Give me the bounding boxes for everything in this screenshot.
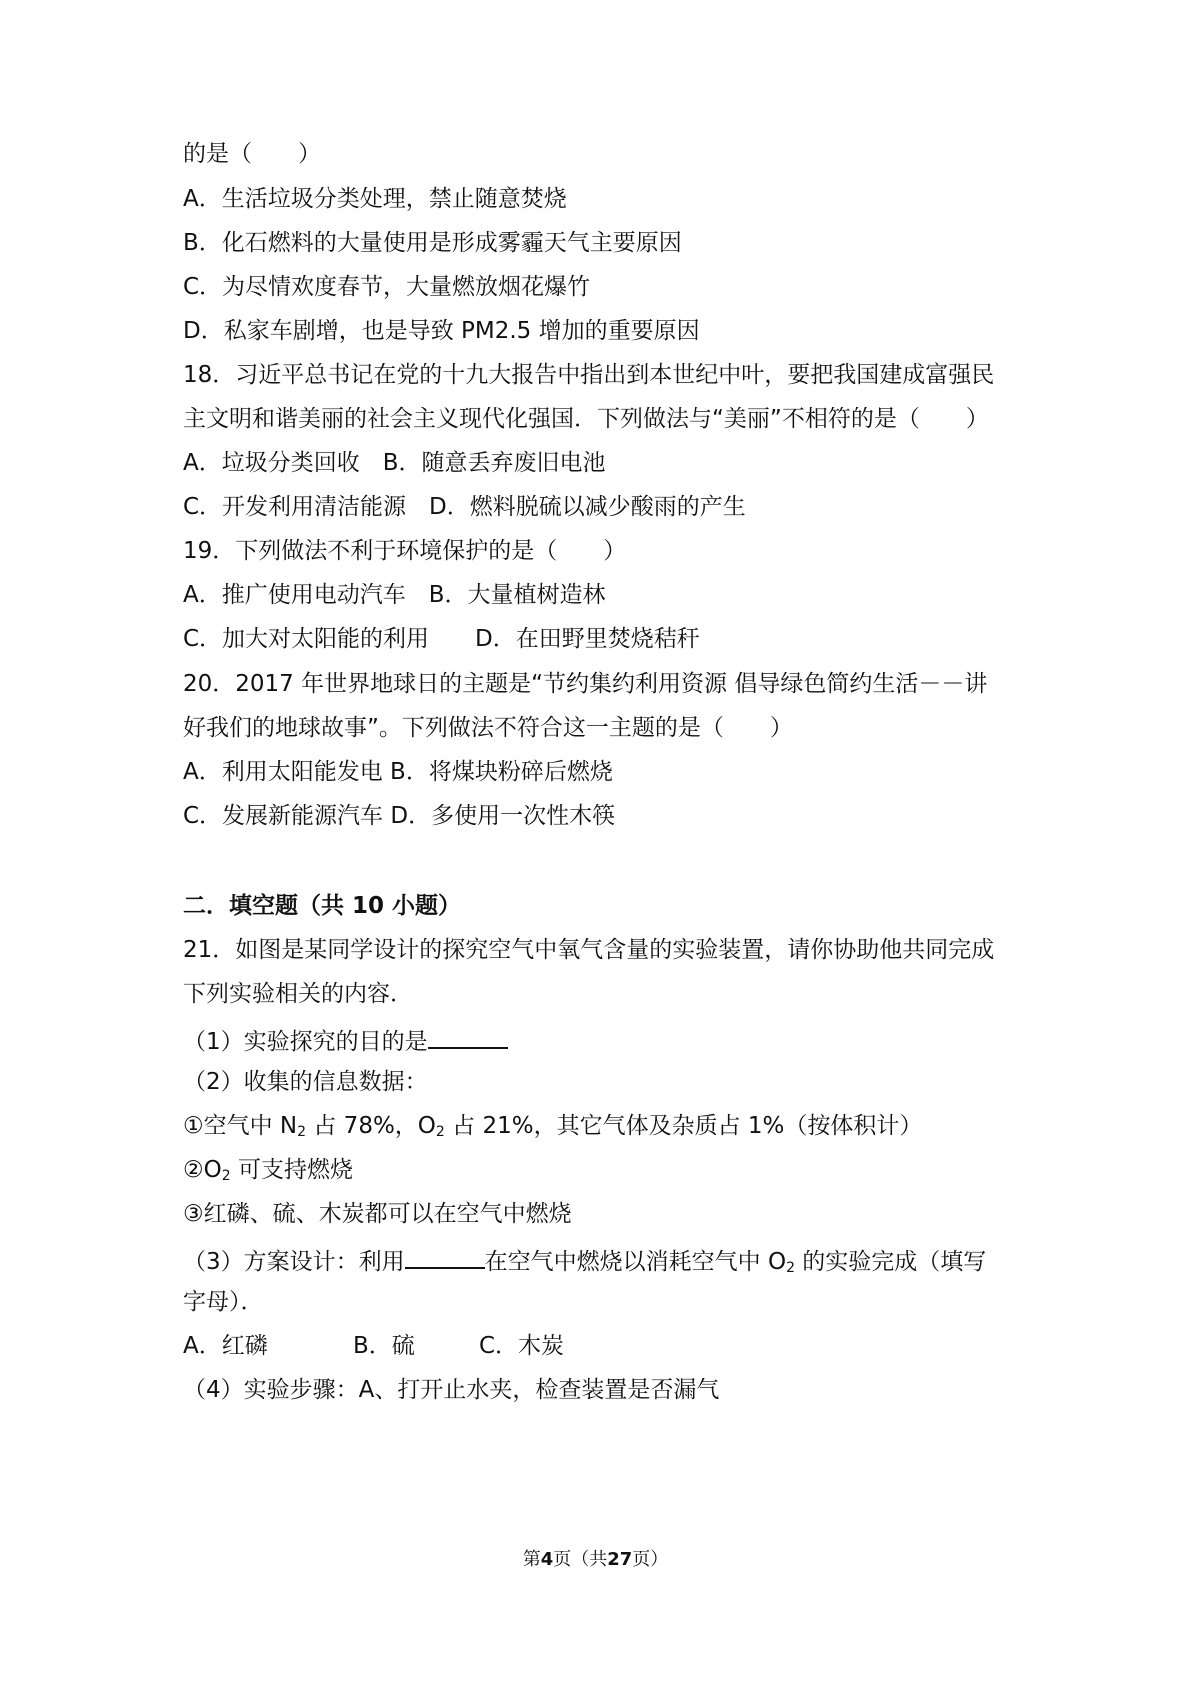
q20-options-cd: C．发展新能源汽车 D．多使用一次性木筷	[183, 803, 616, 829]
q18-stem-line1: 18．习近平总书记在党的十九大报告中指出到本世纪中叶，要把我国建成富强民	[183, 362, 995, 388]
q18-stem-line2: 主文明和谐美丽的社会主义现代化强国．下列做法与“美丽”不相符的是（ ）	[183, 406, 989, 432]
q19-stem: 19．下列做法不利于环境保护的是（ ）	[183, 538, 627, 564]
q21-part4: （4）实验步骤：A、打开止水夹，检查装置是否漏气	[183, 1377, 720, 1403]
q21-info-2: $②O_2$ 可支持燃烧	[183, 1157, 353, 1184]
q19-options-ab: A．推广使用电动汽车 B．大量植树造林	[183, 582, 606, 608]
q17-option-b: B．化石燃料的大量使用是形成雾霾天气主要原因	[183, 230, 682, 256]
q20-stem-line1: 20．2017 年世界地球日的主题是“节约集约利用资源 倡导绿色简约生活－－讲	[183, 671, 988, 697]
answer-blank[interactable]	[428, 1023, 508, 1049]
q17-option-d: D．私家车剧增，也是导致 PM2.5 增加的重要原因	[183, 318, 700, 344]
q18-options-ab: A．垃圾分类回收 B．随意丢弃废旧电池	[183, 450, 606, 476]
section-heading: 二．填空题（共 10 小题）	[183, 893, 462, 919]
q18-options-cd: C．开发利用清洁能源 D．燃料脱硫以减少酸雨的产生	[183, 494, 746, 520]
q21-part3-line1: （3）方案设计：利用 在空气中燃烧以消耗空气中 $O_2$ 的实验完成（填写	[183, 1243, 1023, 1277]
q21-part1-text: （1）实验探究的目的是	[183, 1029, 428, 1055]
q21-part1	[183, 1023, 1023, 1057]
q17-option-c: C．为尽情欢度春节，大量燃放烟花爆竹	[183, 274, 591, 300]
option-b: B．硫	[353, 1333, 415, 1359]
total-pages: 27	[607, 1549, 633, 1570]
q21-part3-line2: 字母）．	[183, 1289, 264, 1315]
q20-stem-line2: 好我们的地球故事”。下列做法不符合这一主题的是（ ）	[183, 715, 793, 741]
page-footer: 第4页（共27页）	[522, 1549, 669, 1570]
option-a: A．红磷	[183, 1333, 268, 1359]
q19-options-cd: C．加大对太阳能的利用 D．在田野里焚烧秸秆	[183, 626, 700, 652]
q20-options-ab: A．利用太阳能发电 B．将煤块粉碎后燃烧	[183, 759, 613, 785]
option-c: C．木炭	[479, 1333, 565, 1359]
q17-stem-end: 的是（ ）	[183, 141, 321, 167]
q17-option-a: A．生活垃圾分类处理，禁止随意焚烧	[183, 186, 567, 212]
q21-stem-line2: 下列实验相关的内容．	[183, 981, 413, 1007]
q21-info-1: ①空气中 $N_2$ 占 78%，$O_2$ 占 21%，其它气体及杂质占 1%（按体积计）	[183, 1113, 923, 1140]
q21-part2: （2）收集的信息数据：	[183, 1069, 428, 1095]
q21-options	[183, 1331, 1023, 1361]
page-number: 4	[540, 1549, 554, 1570]
q21-info-3: ③红磷、硫、木炭都可以在空气中燃烧	[183, 1201, 572, 1227]
answer-blank[interactable]	[405, 1243, 485, 1269]
q21-stem-line1: 21．如图是某同学设计的探究空气中氧气含量的实验装置，请你协助他共同完成	[183, 937, 995, 963]
